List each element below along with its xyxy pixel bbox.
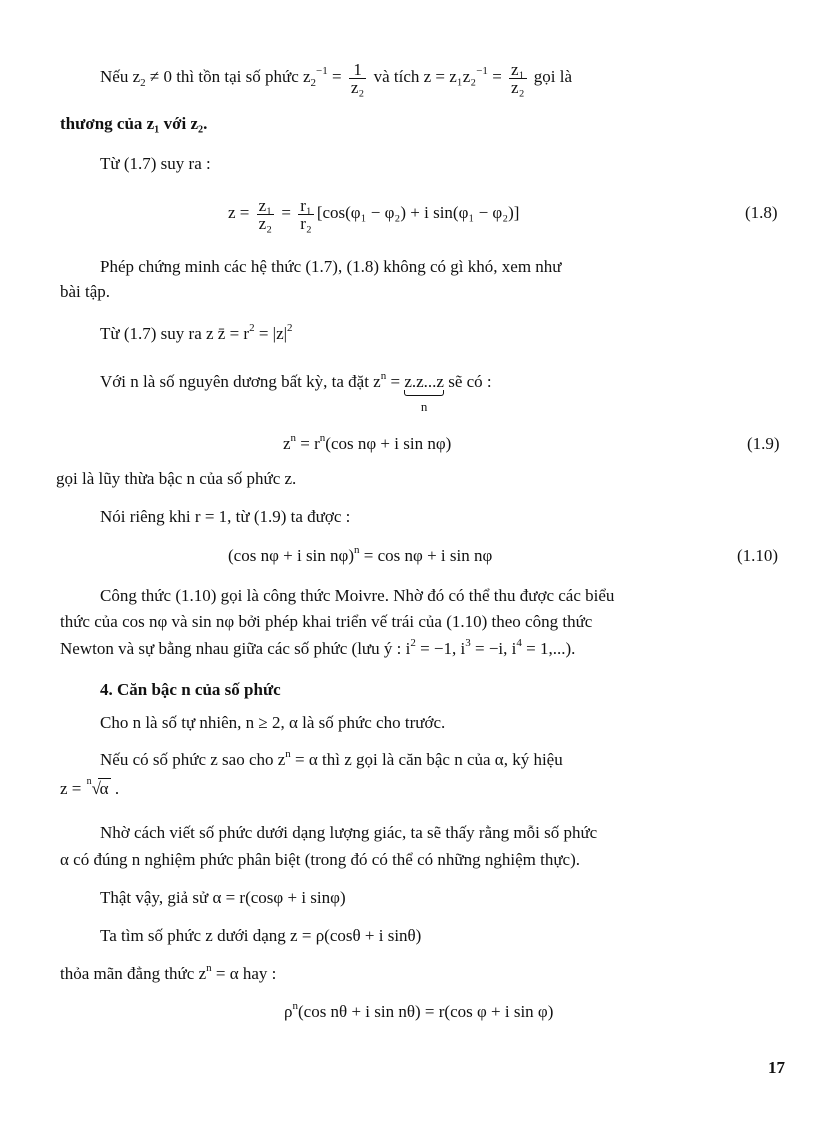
numerator: r₁ [300,195,312,215]
text-span: và tích z = z₁z₂ [369,67,477,86]
superscript: n [285,748,291,760]
equation-1-9 [283,433,451,455]
fraction [257,197,274,232]
brace-line [404,390,444,396]
text-span: bài tập. [60,282,111,301]
superscript: 2 [410,637,416,649]
text-span: (cos nφ + i sin nφ) [228,546,355,565]
text-span: Nếu có số phức z sao cho z [100,750,286,769]
text-span: [cos(φ₁ − φ₂) + i sin(φ₁ − φ₂)] [316,203,520,222]
text-line [100,823,597,843]
fraction [349,61,366,96]
text-span: sẽ có : [443,372,492,391]
text-span: = r [296,434,320,453]
fraction [298,197,314,232]
text-span: z = [60,779,86,798]
radicand: α [99,779,109,798]
equation-1-10 [228,545,492,567]
text-span: = [487,67,507,86]
text-span: z.z...z [404,372,444,391]
denominator: z₂ [258,213,273,233]
text-line [60,850,580,870]
text-span: ≠ 0 thì tồn tại số phức z [145,67,311,86]
text-span: z = [228,203,254,222]
text-span: = cos nφ + i sin nφ [359,546,493,565]
root-index: n [86,776,92,787]
superscript: 3 [465,637,471,649]
text-span: gọi là [529,67,573,86]
superscript: 2 [249,322,255,334]
text-span: ρ [284,1002,293,1021]
text-line [100,257,562,277]
text-span: Nói riêng khi r = 1, từ (1.9) ta được : [100,507,351,526]
equation-number: (1.9) [747,434,780,453]
text-line [100,370,492,414]
text-line [100,154,211,174]
text-span: (cos nφ + i sin nφ) [325,434,452,453]
text-span: gọi là lũy thừa bậc n của số phức z. [56,469,297,488]
superscript: n [380,370,387,382]
text-span: Phép chứng minh các hệ thức (1.7), (1.8) không có gì khó, xem như [100,257,562,276]
text-span: Với n là số nguyên dương bất kỳ, ta đặt z [100,372,381,391]
underbrace [404,372,444,414]
superscript: n [354,544,360,556]
text-span: Newton và sự bằng nhau giữa các số phức (lưu ý : i [60,639,411,658]
text-line [60,612,592,632]
text-span: = 1,...). [521,639,576,658]
text-span: Công thức (1.10) gọi là công thức Moivre. Nhờ đó có thể thu được các biểu [100,586,615,605]
text-span: = α thì z gọi là căn bậc n của α, ký hiệu [290,750,563,769]
text-line [100,586,614,606]
superscript: 2 [287,322,293,334]
fraction [509,61,526,96]
nth-root [86,776,111,799]
text-line [100,713,445,733]
radical-sign: √ [91,779,101,798]
denominator: z₂ [511,77,525,97]
brace-label: n [420,399,428,414]
text-span: = α hay : [211,964,277,983]
superscript: n [292,1000,298,1012]
text-span: Nhờ cách viết số phức dưới dạng lượng giác, ta sẽ thấy rằng mỗi số phức [100,823,598,842]
numerator: 1 [349,61,366,79]
subscript: 2 [310,77,317,89]
text-span: thương của z₁ với z₂. [60,114,208,133]
superscript: n [290,432,297,444]
equation-number: (1.10) [737,546,779,565]
subscript: 2 [140,77,146,89]
text-span: α có đúng n nghiệm phức phân biệt (trong đó có thể có những nghiệm thực). [60,850,580,869]
text-span: (cos nθ + i sin nθ) = r(cos φ + i sin φ) [297,1002,554,1021]
text-line [100,324,293,344]
text-span: Ta tìm số phức z dưới dạng z = ρ(cosθ + i sinθ) [100,926,422,945]
section-heading: 4. Căn bậc n của số phức [100,680,281,699]
text-line [56,469,296,489]
denominator: r₂ [300,213,312,233]
page-number: 17 [768,1058,785,1077]
text-line [100,888,346,908]
superscript: n [319,432,326,444]
denominator: z₂ [350,77,365,97]
text-span: = [277,203,296,222]
equation-number: (1.8) [745,203,778,222]
text-line [60,776,120,799]
superscript: n [206,962,212,974]
text-line [100,926,421,946]
text-span: Nếu z [100,67,141,86]
text-line [100,507,350,527]
text-span: Cho n là số tự nhiên, n ≥ 2, α là số phức cho trước. [100,713,446,732]
text-span: z [283,434,291,453]
text-line [60,282,110,302]
text-span: = −i, i [470,639,517,658]
text-span: = [386,372,405,391]
numerator: z₁ [258,195,273,215]
superscript: 4 [516,637,522,649]
text-line [100,750,563,770]
text-line [60,964,276,984]
text-line [100,60,572,96]
text-span: . [110,779,120,798]
text-span: = |z| [254,324,288,343]
text-span: = −1, i [415,639,466,658]
text-span: Từ (1.7) suy ra z z̄ = r [100,324,250,343]
numerator: z₁ [511,59,525,79]
superscript: −1 [476,65,488,77]
text-span: thức của cos nφ và sin nφ bởi phép khai triển vế trái của (1.10) theo công thức [60,612,593,631]
text-span: Từ (1.7) suy ra : [100,154,211,173]
text-line [60,114,207,134]
superscript: −1 [316,65,328,77]
text-span: = [327,67,346,86]
equation-final [284,1001,553,1023]
text-line [60,639,575,659]
text-span: thỏa mãn đẳng thức z [60,964,207,983]
text-span: Thật vậy, giả sử α = r(cosφ + i sinφ) [100,888,346,907]
equation-1-8 [228,196,519,232]
